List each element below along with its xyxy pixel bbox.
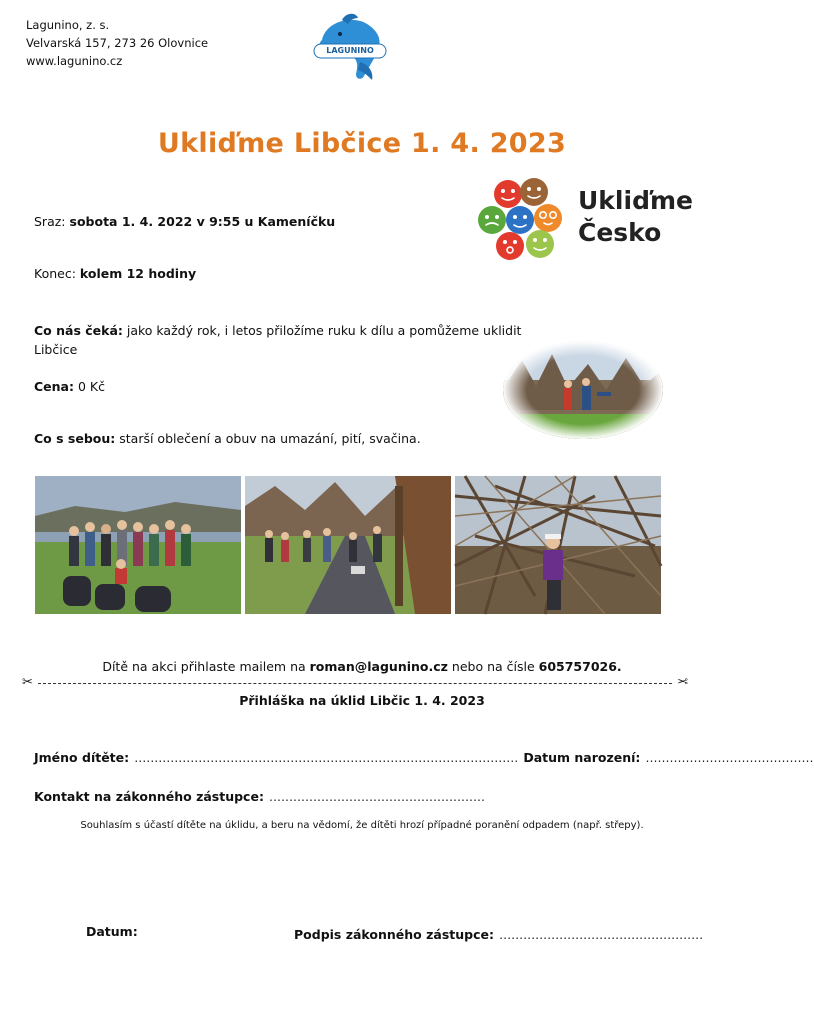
detail-konec-label: Konec:: [34, 266, 76, 281]
podpis-input-line[interactable]: ……………………………………………: [499, 928, 704, 942]
oval-photo-volunteers: [502, 340, 664, 440]
jmeno-label: Jméno dítěte:: [34, 750, 130, 765]
detail-cena-label: Cena:: [34, 379, 74, 394]
signup-email[interactable]: roman@lagunino.cz: [309, 659, 448, 674]
signup-text-middle: nebo na čísle: [451, 659, 535, 674]
detail-ceka-value-1: jako každý rok, i letos přiložíme ruku k dílu a pomůžeme uklidit: [126, 323, 522, 338]
signup-note: [0, 659, 724, 674]
consent-text: Souhlasím s účastí dítěte na úklidu, a beru na vědomí, že dítěti hrozí případné poranění odpadem (např. střepy).: [80, 820, 644, 831]
field-jmeno: [34, 747, 814, 766]
cut-line: [38, 683, 672, 684]
signup-text-before: Dítě na akci přihlaste mailem na: [102, 659, 306, 674]
detail-sraz: [34, 214, 335, 229]
org-address: Velvarská 157, 273 26 Olovnice: [26, 36, 209, 50]
field-podpis: [294, 924, 703, 943]
photo-branches: [455, 476, 661, 614]
detail-konec: [34, 266, 196, 281]
detail-cena: [34, 379, 105, 394]
detail-ceka: [34, 323, 521, 338]
uklidme-cesko-faces-icon: [478, 178, 566, 262]
scissors-left-icon: ✂: [22, 675, 33, 690]
detail-ceka-value-2: Libčice: [34, 342, 78, 357]
form-heading: Přihláška na úklid Libčic 1. 4. 2023: [239, 693, 485, 708]
lagunino-logo: [312, 10, 388, 82]
photo-path: [245, 476, 451, 614]
detail-sraz-value: sobota 1. 4. 2022 v 9:55 u Kameníčku: [69, 214, 336, 229]
podpis-label: Podpis zákonného zástupce:: [294, 927, 494, 942]
signup-phone: 605757026: [538, 659, 617, 674]
detail-ceka-label: Co nás čeká:: [34, 323, 123, 338]
datum-narozeni-label: Datum narození:: [523, 750, 641, 765]
jmeno-input-line[interactable]: ……………………………………………………………………………………: [134, 751, 519, 765]
detail-cena-value: 0 Kč: [77, 379, 105, 394]
lagunino-logo-text: LAGUNINO: [326, 46, 374, 55]
page-title: Ukliďme Libčice 1. 4. 2023: [157, 128, 567, 159]
photo-group: [35, 476, 241, 614]
signup-text-end: .: [616, 659, 622, 674]
uklidme-cesko-line2: Česko: [578, 218, 662, 247]
org-name: Lagunino, z. s.: [26, 18, 110, 32]
detail-sraz-label: Sraz:: [34, 214, 66, 229]
kontakt-label: Kontakt na zákonného zástupce:: [34, 789, 264, 804]
detail-sebou-value: starší oblečení a obuv na umazání, pití, svačina.: [119, 431, 421, 446]
field-kontakt: [34, 786, 485, 805]
detail-konec-value: kolem 12 hodiny: [79, 266, 197, 281]
datum-label: Datum:: [86, 924, 138, 939]
scissors-right-icon: ✂: [677, 675, 688, 690]
uklidme-cesko-line1: Ukliďme: [578, 186, 693, 215]
kontakt-input-line[interactable]: ………………………………………………: [269, 790, 486, 804]
datum-narozeni-input-line[interactable]: ……………………………………: [645, 751, 814, 765]
detail-sebou-label: Co s sebou:: [34, 431, 116, 446]
detail-sebou: [34, 431, 421, 446]
org-web: www.lagunino.cz: [26, 54, 123, 68]
